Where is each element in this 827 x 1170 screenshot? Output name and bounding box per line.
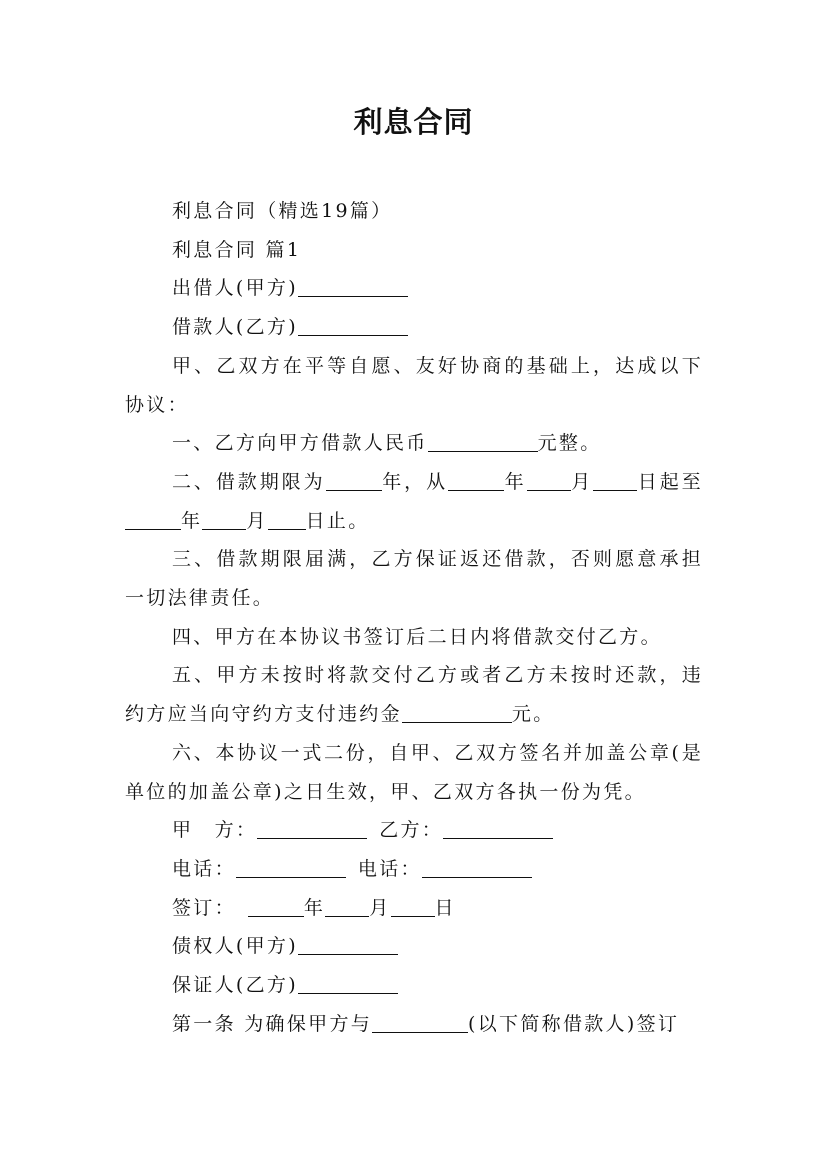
year-label: 年: [504, 470, 527, 493]
paragraph-article-1: [125, 1005, 703, 1044]
party-a-label: 甲 方：: [172, 819, 258, 842]
paragraph-subtitle: [125, 192, 703, 231]
clause-2-end: 日止。: [305, 509, 370, 532]
subtitle-text: 利息合同（精选19篇）: [172, 200, 393, 222]
paragraph-clause-3: [125, 540, 703, 617]
clause-1-suffix: 元整。: [537, 432, 602, 455]
paragraph-clause-6: [125, 734, 703, 811]
guarantor-label: 保证人(乙方): [172, 974, 298, 997]
year-label: 年: [181, 509, 203, 532]
month-label: 月: [246, 509, 268, 532]
clause-2-from: 年，从: [381, 470, 449, 493]
clause-4-text: 四、甲方在本协议书签订后二日内将借款交付乙方。: [172, 625, 662, 648]
clause-5-text: 五、甲方未按时将款交付乙方或者乙方未按时还款，违约方应当向守约方支付违约金: [125, 664, 703, 726]
paragraph-borrower: [125, 308, 703, 347]
paragraph-lender: [125, 269, 703, 308]
end-year-blank: [125, 510, 181, 530]
month-label: 月: [570, 470, 594, 493]
borrower-label: 借款人(乙方): [172, 316, 298, 339]
month-label: 月: [369, 896, 391, 919]
clause-2-text: 二、借款期限为: [172, 470, 326, 493]
clause-5-suffix: 元。: [511, 703, 555, 726]
phone-a-blank: [236, 858, 346, 878]
paragraph-phones: [125, 850, 703, 889]
borrower-name-blank: [372, 1013, 468, 1033]
signing-year-blank: [248, 897, 304, 917]
amount-blank: [428, 432, 538, 452]
signing-day-blank: [391, 897, 435, 917]
end-month-blank: [202, 510, 246, 530]
paragraph-guarantor: [125, 966, 703, 1005]
paragraph-section-heading: [125, 231, 703, 270]
article-1-continued: (以下简称借款人)签订: [468, 1012, 680, 1035]
paragraph-clause-4: [125, 618, 703, 657]
creditor-blank: [298, 935, 398, 955]
phone-b-blank: [422, 858, 532, 878]
year-label: 年: [303, 896, 326, 919]
phone-b-label: 电话：: [357, 857, 422, 880]
lender-label: 出借人(甲方): [172, 277, 298, 300]
agreement-intro-text: 甲、乙双方在平等自愿、友好协商的基础上，达成以下协议：: [125, 354, 703, 416]
signing-month-blank: [325, 897, 369, 917]
article-1-text: 第一条 为确保甲方与: [172, 1012, 373, 1035]
paragraph-creditor: [125, 927, 703, 966]
borrower-blank: [298, 316, 408, 336]
document-body: [125, 192, 703, 1043]
section-heading-text: 利息合同 篇1: [172, 238, 302, 261]
phone-a-label: 电话：: [172, 857, 236, 880]
paragraph-signatures: [125, 811, 703, 850]
clause-6-text: 六、本协议一式二份，自甲、乙双方签名并加盖公章(是单位的加盖公章)之日生效，甲、乙双方各执一份为凭。: [125, 741, 703, 803]
signing-label: 签订：: [172, 896, 236, 919]
clause-1-text: 一、乙方向甲方借款人民币: [172, 432, 428, 455]
start-month-blank: [527, 471, 571, 491]
start-year-blank: [448, 471, 504, 491]
paragraph-agreement-intro: [125, 347, 703, 424]
start-day-blank: [593, 471, 637, 491]
penalty-blank: [402, 703, 512, 723]
party-a-blank: [257, 819, 367, 839]
day-label: 日: [434, 896, 456, 919]
paragraph-clause-5: [125, 656, 703, 733]
creditor-label: 债权人(甲方): [172, 935, 298, 958]
paragraph-signing-date: [125, 889, 703, 928]
document-title: 利息合同: [353, 105, 474, 139]
end-day-blank: [268, 510, 306, 530]
lender-blank: [298, 277, 408, 297]
guarantor-blank: [298, 974, 398, 994]
term-years-blank: [326, 471, 382, 491]
party-b-label: 乙方：: [379, 819, 444, 842]
party-b-blank: [443, 819, 553, 839]
clause-2-until: 日起至: [637, 470, 703, 493]
paragraph-clause-1: [125, 424, 703, 463]
clause-3-text: 三、借款期限届满，乙方保证返还借款，否则愿意承担一切法律责任。: [125, 548, 703, 610]
paragraph-clause-2: [125, 463, 703, 540]
